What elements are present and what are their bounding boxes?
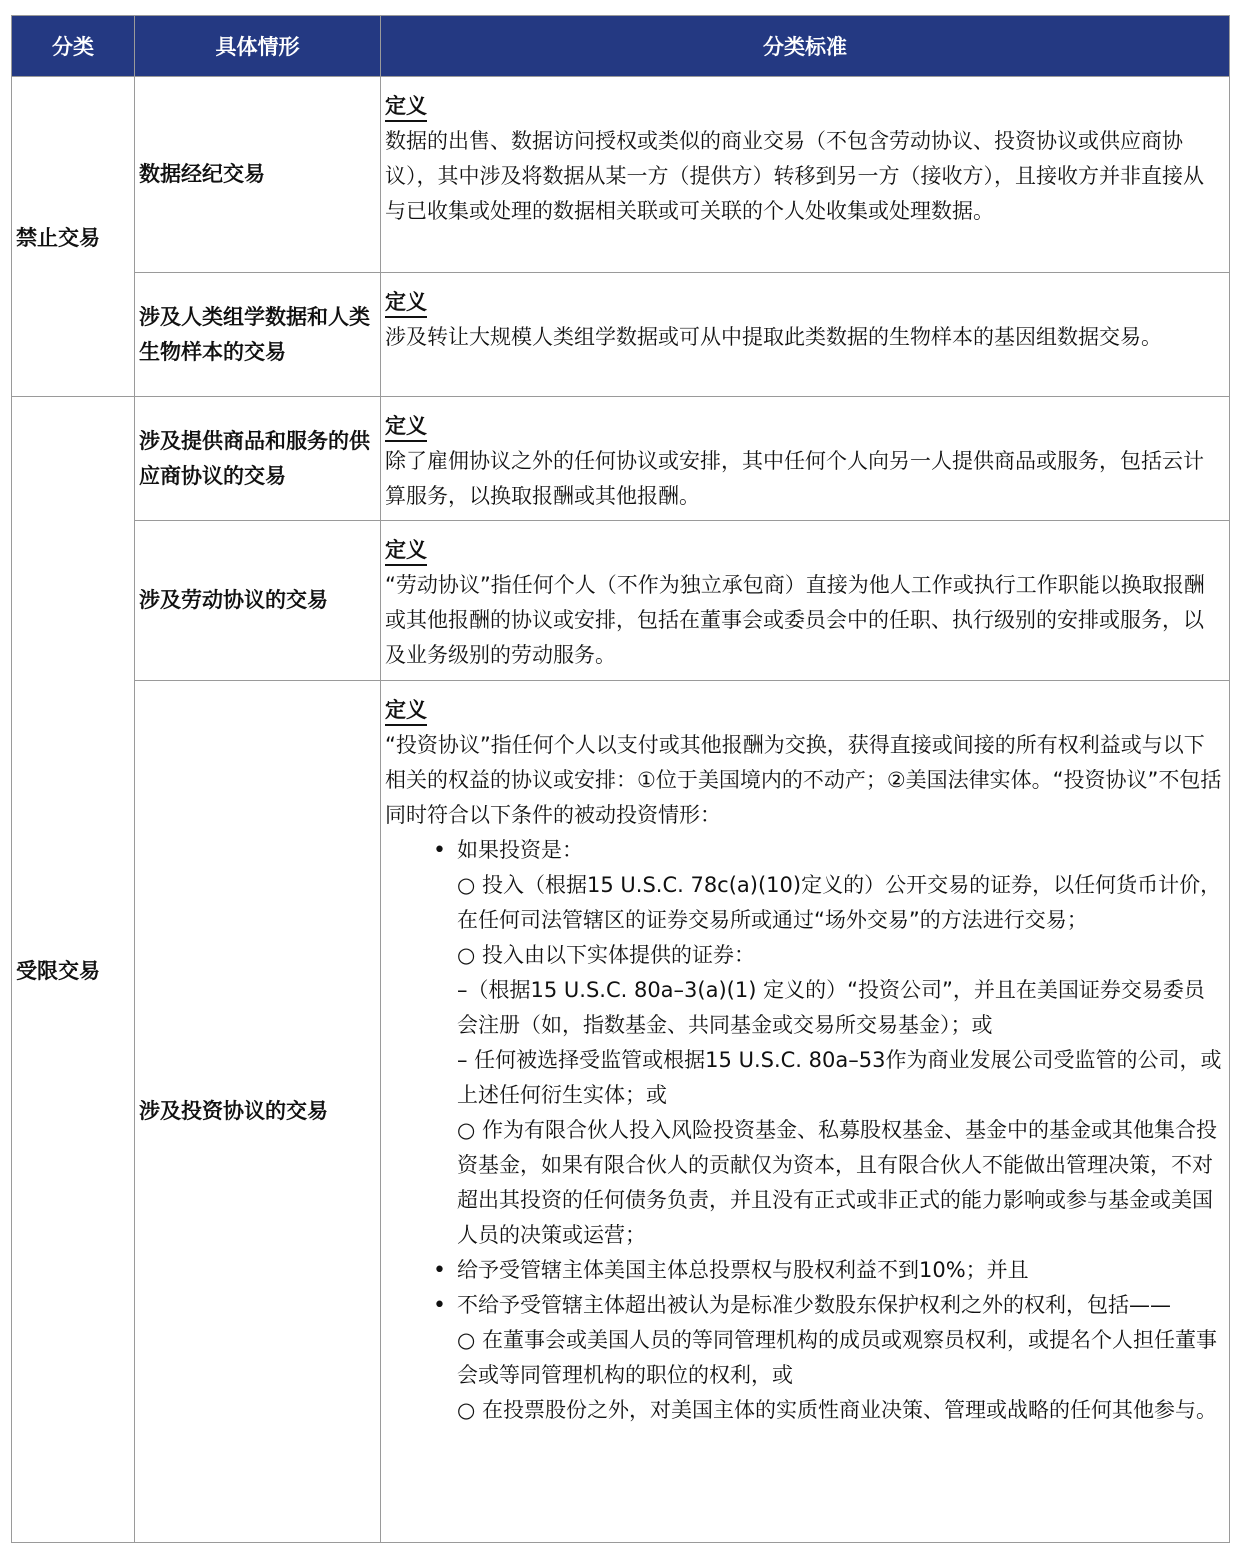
list-item bbox=[431, 1288, 1223, 1428]
standard-cell bbox=[381, 273, 1230, 397]
classification-table bbox=[11, 15, 1230, 1543]
table-row bbox=[12, 397, 1230, 521]
category-cell: 受限交易 bbox=[12, 397, 135, 1543]
definition-text: “劳动协议”指任何个人（不作为独立承包商）直接为他人工作或执行工作职能以换取报酬或其他报酬的协议或安排，包括在董事会或委员会中的任职、执行级别的安排或服务，以及业务级别的劳动服务。 bbox=[385, 573, 1205, 667]
table-row bbox=[12, 273, 1230, 397]
definition-text: “投资协议”指任何个人以支付或其他报酬为交换，获得直接或间接的所有权利益或与以下相关的权益的协议或安排：①位于美国境内的不动产；②美国法律实体。“投资协议”不包括同时符合以下条件的被动投资情形： bbox=[385, 733, 1222, 827]
standard-cell bbox=[381, 397, 1230, 521]
definition-text: 数据的出售、数据访问授权或类似的商业交易（不包含劳动协议、投资协议或供应商协议），其中涉及将数据从某一方（提供方）转移到另一方（接收方），且接收方并非直接从与已收集或处理的数据相关联或可关联的个人处收集或处理数据。 bbox=[385, 129, 1204, 223]
definition-label: 定义 bbox=[385, 288, 427, 318]
standard-cell bbox=[381, 77, 1230, 273]
sub-item: –（根据15 U.S.C. 80a–3(a)(1) 定义的）“投资公司”，并且在美国证券交易委员会注册（如，指数基金、共同基金或交易所交易基金）；或 bbox=[457, 978, 1205, 1037]
bullet-text: • 如果投资是： bbox=[457, 838, 583, 862]
definition-text: 涉及转让大规模人类组学数据或可从中提取此类数据的生物样本的基因组数据交易。 bbox=[385, 325, 1162, 349]
sub-item: ○ 在董事会或美国人员的等同管理机构的成员或观察员权利，或提名个人担任董事会或等同管理机构的职位的权利，或 bbox=[457, 1328, 1217, 1387]
condition-list bbox=[385, 833, 1223, 1428]
table-row bbox=[12, 77, 1230, 273]
definition-label: 定义 bbox=[385, 536, 427, 566]
sub-item: – 任何被选择受监管或根据15 U.S.C. 80a–53作为商业发展公司受监管的公司，或上述任何衍生实体；或 bbox=[457, 1048, 1222, 1107]
sub-item: ○ 作为有限合伙人投入风险投资基金、私募股权基金、基金中的基金或其他集合投资基金，如果有限合伙人的贡献仅为资本，且有限合伙人不能做出管理决策，不对超出其投资的任何债务负责，并且没有正式或非正式的能力影响或参与基金或美国人员的决策或运营； bbox=[457, 1118, 1217, 1247]
situation-cell: 涉及劳动协议的交易 bbox=[135, 521, 381, 681]
situation-cell: 数据经纪交易 bbox=[135, 77, 381, 273]
category-cell: 禁止交易 bbox=[12, 77, 135, 397]
definition-label: 定义 bbox=[385, 412, 427, 442]
definition-label: 定义 bbox=[385, 92, 427, 122]
standard-cell bbox=[381, 521, 1230, 681]
standard-cell bbox=[381, 681, 1230, 1543]
header-category: 分类 bbox=[12, 16, 135, 77]
header-standard: 分类标准 bbox=[381, 16, 1230, 77]
situation-cell: 涉及人类组学数据和人类生物样本的交易 bbox=[135, 273, 381, 397]
definition-label: 定义 bbox=[385, 696, 427, 726]
table-header-row bbox=[12, 16, 1230, 77]
situation-cell: 涉及投资协议的交易 bbox=[135, 681, 381, 1543]
table-row bbox=[12, 521, 1230, 681]
table-row bbox=[12, 681, 1230, 1543]
list-item bbox=[431, 833, 1223, 1253]
situation-cell: 涉及提供商品和服务的供应商协议的交易 bbox=[135, 397, 381, 521]
sub-item: ○ 投入由以下实体提供的证券： bbox=[457, 943, 755, 967]
definition-text: 除了雇佣协议之外的任何协议或安排，其中任何个人向另一人提供商品或服务，包括云计算服务，以换取报酬或其他报酬。 bbox=[385, 449, 1204, 508]
sub-item: ○ 投入（根据15 U.S.C. 78c(a)(10)定义的）公开交易的证券，以任何货币计价，在任何司法管辖区的证券交易所或通过“场外交易”的方法进行交易； bbox=[457, 873, 1222, 932]
bullet-text: • 给予受管辖主体美国主体总投票权与股权利益不到10%；并且 bbox=[457, 1258, 1029, 1282]
list-item bbox=[431, 1253, 1223, 1288]
sub-item: ○ 在投票股份之外，对美国主体的实质性商业决策、管理或战略的任何其他参与。 bbox=[457, 1398, 1217, 1422]
bullet-text: • 不给予受管辖主体超出被认为是标准少数股东保护权利之外的权利，包括—— bbox=[457, 1293, 1171, 1317]
header-situation: 具体情形 bbox=[135, 16, 381, 77]
